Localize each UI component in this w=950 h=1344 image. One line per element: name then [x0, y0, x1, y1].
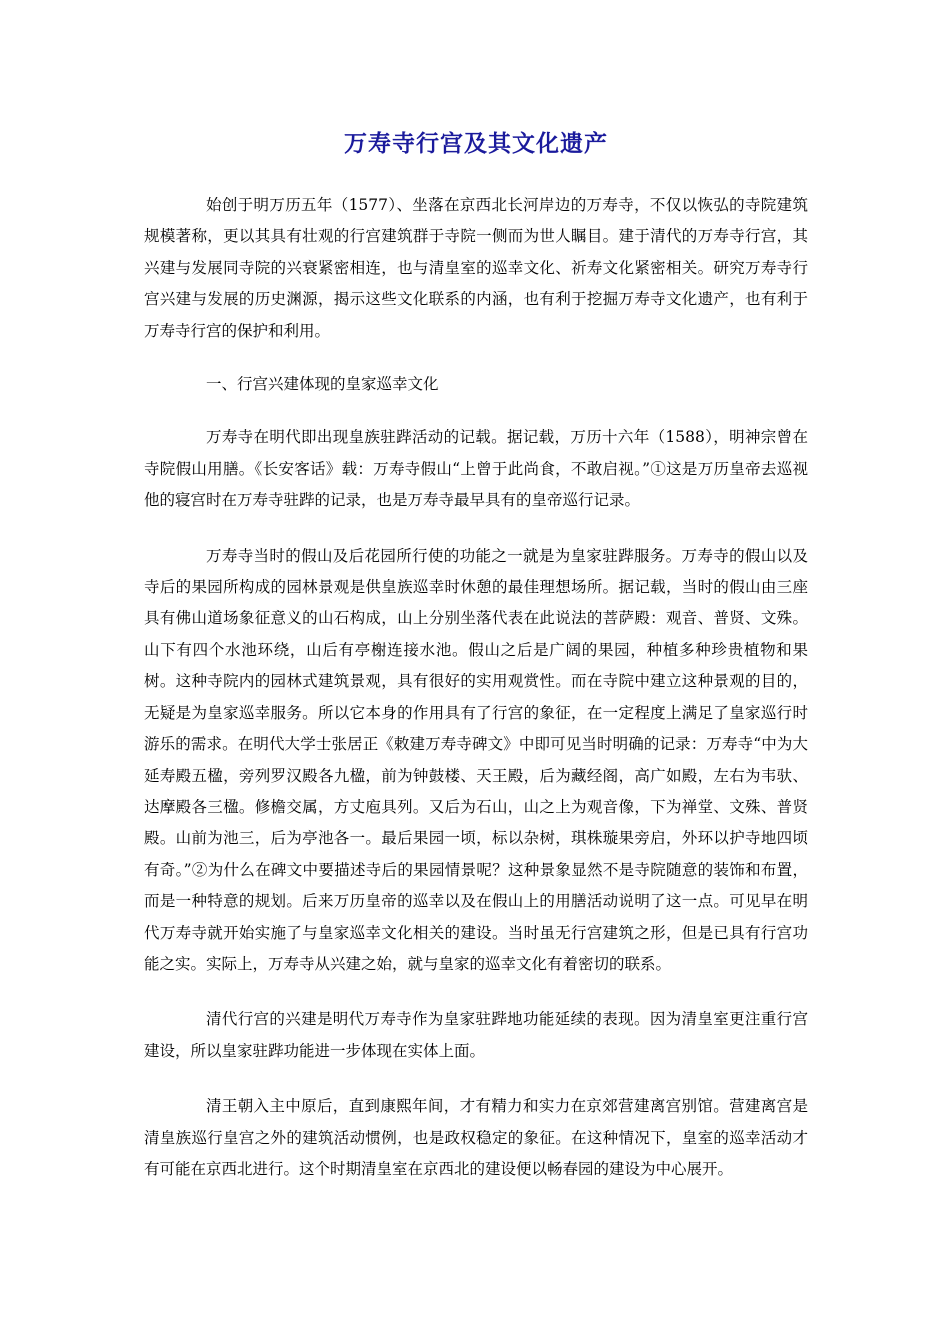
paragraph-qing-palace: 清代行宫的兴建是明代万寿寺作为皇家驻跸地功能延续的表现。因为清皇室更注重行宫建设，所以皇家驻跸功能进一步体现在实体上面。	[144, 1010, 808, 1060]
paragraph-spacer	[144, 400, 808, 422]
document-title: 万寿寺行宫及其文化遗产	[344, 130, 608, 157]
paragraph-rockery-garden: 万寿寺当时的假山及后花园所行使的功能之一就是为皇家驻跸服务。万寿寺的假山以及寺后的果园所构成的园林景观是供皇族巡幸时休憩的最佳理想场所。据记载，当时的假山由三座具有佛山道场象征意义的山石构成，山上分别坐落代表在此说法的菩萨殿：观音、普贤、文殊。山下有四个水池环绕，山后有亭榭连接水池。假山之后是广阔的果园，种植多种珍贵植物和果树。这种寺院内的园林式建筑景观，具有很好的实用观赏性。而在寺院中建立这种景观的目的，无疑是为皇家巡幸服务。所以它本身的作用具有了行宫的象征，在一定程度上满足了皇家巡行时游乐的需求。在明代大学士张居正《敕建万寿寺碑文》中即可见当时明确的记录：万寿寺“中为大延寿殿五楹，旁列罗汉殿各九楹，前为钟鼓楼、天王殿，后为藏经阁，高广如殿，左右为韦驮、达摩殿各三楹。修檐交属，方丈庖具列。又后为石山，山之上为观音像，下为禅堂、文殊、普贤殿。山前为池三，后为亭池各一。最后果园一顷，标以杂树，琪株璇果旁启，外环以护寺地四顷有奇。”②为什么在碑文中要描述寺后的果园情景呢？这种景象显然不是寺院随意的装饰和布置，而是一种特意的规划。后来万历皇帝的巡幸以及在假山上的用膳活动说明了这一点。可见早在明代万寿寺就开始实施了与皇家巡幸文化相关的建设。当时虽无行宫建筑之形，但是已具有行宫功能之实。实际上，万寿寺从兴建之始，就与皇家的巡幸文化有着密切的联系。	[144, 546, 808, 973]
paragraph-intro: 始创于明万历五年（1577）、坐落在京西北长河岸边的万寿寺，不仅以恢弘的寺院建筑规模著称，更以其具有壮观的行宫建筑群于寺院一侧而为世人瞩目。建于清代的万寿寺行宫，其兴建与发展同寺院的兴衰紧密相连，也与清皇室的巡幸文化、祈寿文化紧密相关。研究万寿寺行宫兴建与发展的历史渊源，揭示这些文化联系的内涵，也有利于挖掘万寿寺文化遗产，也有利于万寿寺行宫的保护和利用。	[144, 196, 808, 340]
paragraph-kangxi-era: 清王朝入主中原后，直到康熙年间，才有精力和实力在京郊营建离宫别馆。营建离宫是清皇族巡行皇宫之外的建筑活动惯例，也是政权稳定的象征。在这种情况下，皇室的巡幸活动才有可能在京西北进行。这个时期清皇室在京西北的建设便以畅春园的建设为中心展开。	[144, 1097, 808, 1178]
paragraph-spacer	[144, 1067, 808, 1091]
paragraph-spacer	[144, 517, 808, 541]
paragraph-spacer	[144, 347, 808, 369]
section-heading: 一、行宫兴建体现的皇家巡幸文化	[206, 375, 439, 394]
paragraph-spacer	[144, 980, 808, 1004]
paragraph-ming-records: 万寿寺在明代即出现皇族驻跸活动的记载。据记载，万历十六年（1588），明神宗曾在寺院假山用膳。《长安客话》载：万寿寺假山“上曾于此尚食，不敢启视。”①这是万历皇帝去巡视他的寝宫时在万寿寺驻跸的记录，也是万寿寺最早具有的皇帝巡行记录。	[144, 428, 808, 510]
